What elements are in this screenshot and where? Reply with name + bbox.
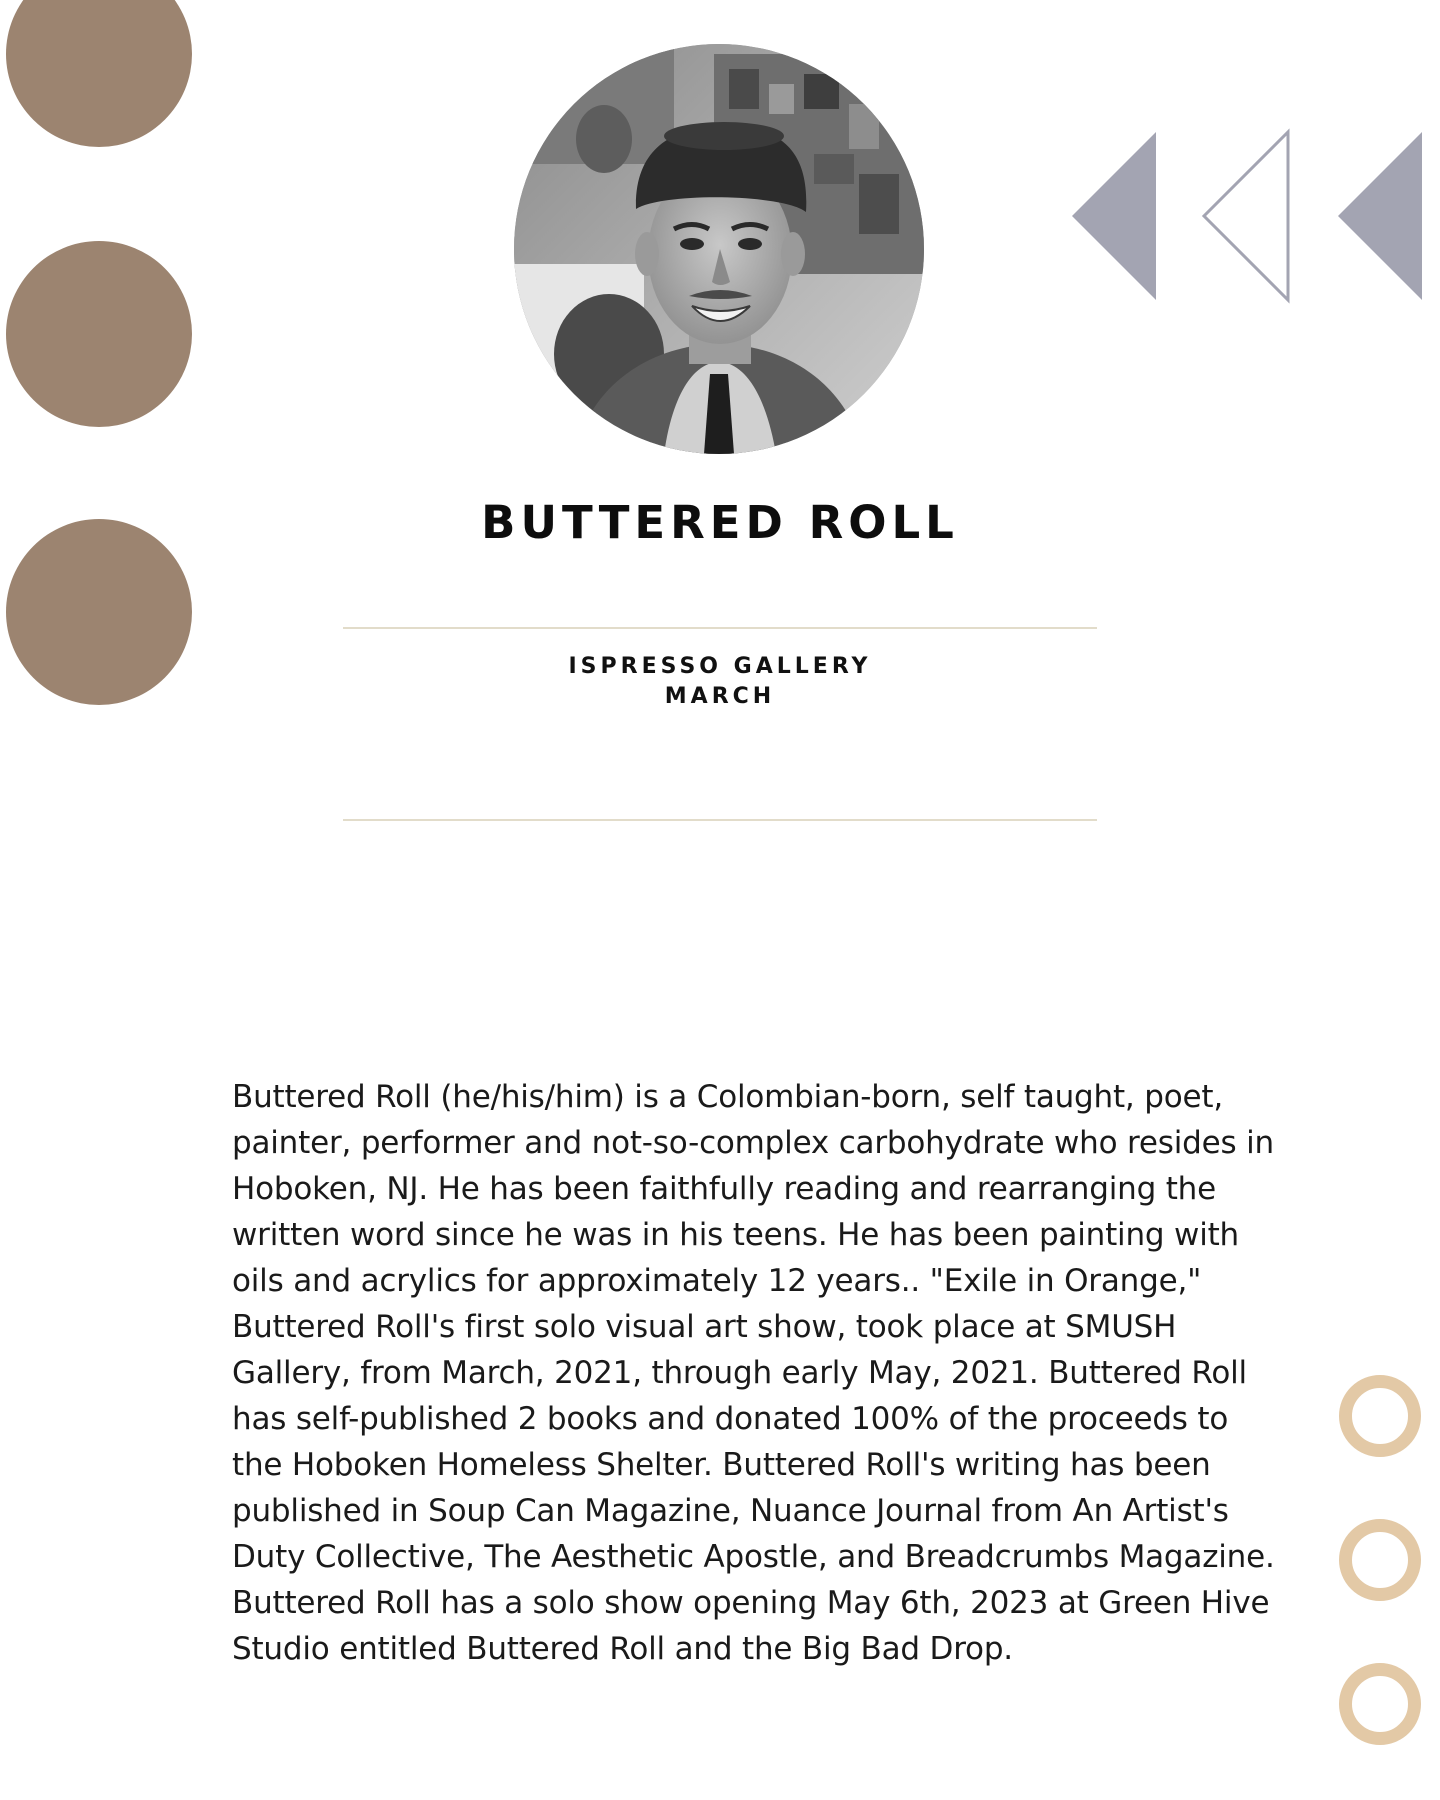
decorative-ring-1 xyxy=(1339,1375,1421,1457)
artist-name: BUTTERED ROLL xyxy=(481,496,959,549)
triangle-outline xyxy=(1204,132,1288,300)
event-info xyxy=(420,652,1020,712)
decorative-circle-3 xyxy=(6,519,192,705)
triangle-filled-2 xyxy=(1338,132,1422,300)
decorative-ring-3 xyxy=(1339,1663,1421,1745)
divider-bottom xyxy=(343,819,1097,821)
event-venue: ISPRESSO GALLERY xyxy=(568,654,872,679)
triangle-filled-1 xyxy=(1072,132,1156,300)
divider-top xyxy=(343,627,1097,629)
decorative-triangles xyxy=(1068,128,1440,304)
artist-portrait xyxy=(514,44,924,454)
decorative-ring-2 xyxy=(1339,1519,1421,1601)
decorative-circle-2 xyxy=(6,241,192,427)
decorative-circle-1 xyxy=(6,0,192,147)
event-month: MARCH xyxy=(664,684,776,709)
artist-bio: Buttered Roll (he/his/him) is a Colombian-born, self taught, poet, painter, performer and not-so-complex carbohydrate who resides in Hoboken, NJ. He has been faithfully reading and rearranging the written word since he was in his teens. He has been painting with oils and acrylics for approximately 12 years.. "Exile in Orange," Buttered Roll's first solo visual art show, took place at SMUSH Gallery, from March, 2021, through early May, 2021. Buttered Roll has self-published 2 books and donated 100% of the proceeds to the Hoboken Homeless Shelter. Buttered Roll's writing has been published in Soup Can Magazine, Nuance Journal from An Artist's Duty Collective, The Aesthetic Apostle, and Breadcrumbs Magazine. Buttered Roll has a solo show opening May 6th, 2023 at Green Hive Studio entitled Buttered Roll and the Big Bad Drop. xyxy=(232,1079,1275,1667)
